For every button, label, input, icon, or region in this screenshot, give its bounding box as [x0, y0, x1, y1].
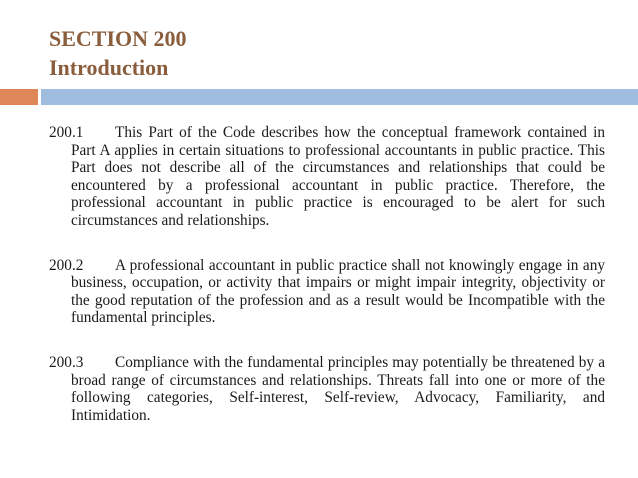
- slide-body: [49, 124, 605, 451]
- paragraph-text: A professional accountant in public practice shall not knowingly engage in any business, occupation, or activity that impairs or might impair integrity, objectivity or the good reputation of the profession and as a result would be Incompatible with the fundamental principles.: [71, 256, 605, 327]
- section-subtitle: Introduction: [49, 55, 169, 80]
- paragraph-200-3: [49, 354, 605, 424]
- paragraph-number: 200.1: [49, 124, 84, 141]
- paragraph-text: This Part of the Code describes how the conceptual framework contained in Part A applies in certain situations to professional accountants in public practice. This Part does not describe all of the circumstances and relationships that could be encountered by a professional accountant in public practice. Therefore, the professional accountant in public practice is encouraged to be alert for such circumstances and relationships.: [71, 124, 605, 229]
- accent-bar-blue: [41, 89, 638, 105]
- paragraph-number: 200.3: [49, 353, 84, 371]
- slide-title: [49, 24, 609, 82]
- paragraph-200-1: [49, 124, 605, 230]
- paragraph-200-2: [49, 257, 605, 327]
- paragraph-text: Compliance with the fundamental principles may potentially be threatened by a broad range of circumstances and relationships. Threats fall into one or more of the following categories, Self-interest, Self-review, Advocacy, Familiarity, and Intimidation.: [71, 353, 605, 424]
- section-heading: SECTION 200: [49, 26, 187, 51]
- accent-bar-orange: [0, 89, 38, 105]
- paragraph-number: 200.2: [49, 256, 84, 274]
